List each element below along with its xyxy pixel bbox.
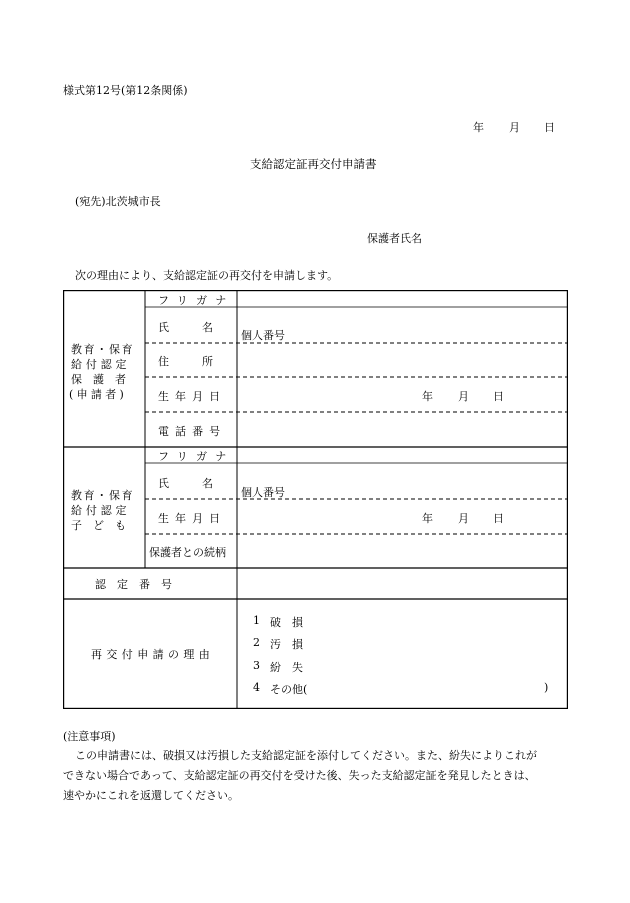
applicant-address-label: 住 所 <box>158 355 213 368</box>
reason-option-2-no: 2 <box>253 636 260 649</box>
addressee: (宛先)北茨城市長 <box>75 195 161 208</box>
applicant-group-line-2: 給付認定 <box>71 358 131 371</box>
reason-option-4-text: その他( <box>270 683 308 696</box>
reason-label: 再交付申請の理由 <box>91 648 215 661</box>
guardian-name-label: 保護者氏名 <box>367 232 422 245</box>
applicant-furigana-label: フリガナ <box>158 294 235 307</box>
reason-option-3-no: 3 <box>253 659 260 672</box>
notes-heading: (注意事項) <box>63 730 116 743</box>
document-title: 支給認定証再交付申請書 <box>250 157 377 171</box>
child-birth-day: 日 <box>493 512 504 525</box>
child-group-line-2: 給付認定 <box>71 504 131 517</box>
reason-other-close-paren: ) <box>544 681 549 694</box>
child-my-number-label: 個人番号 <box>241 486 285 499</box>
applicant-birth-year: 年 <box>422 390 433 403</box>
child-furigana-label: フリガナ <box>158 450 235 463</box>
notes-line-3: 速やかにこれを返還してください。 <box>63 789 239 802</box>
date-day-label: 日 <box>544 121 555 134</box>
child-name-label: 氏 名 <box>158 477 213 490</box>
reason-option-1-text: 破 損 <box>270 616 303 629</box>
notes-line-2: できない場合であって、支給認定証の再交付を受けた後、失った支給認定証を発見したときは、 <box>63 769 536 782</box>
applicant-birthdate-label: 生年月日 <box>158 390 227 403</box>
child-birth-month: 月 <box>458 512 469 525</box>
intro-text: 次の理由により、支給認定証の再交付を申請します。 <box>75 269 339 282</box>
reason-option-4-no: 4 <box>253 681 260 694</box>
cert-number-label: 認 定 番 号 <box>95 578 172 591</box>
application-table <box>63 290 568 709</box>
applicant-birth-month: 月 <box>458 390 469 403</box>
child-birth-year: 年 <box>422 512 433 525</box>
applicant-my-number-label: 個人番号 <box>241 329 285 342</box>
notes-line-1: この申請書には、破損又は汚損した支給認定証を添付してください。また、紛失によりこれが <box>75 749 537 762</box>
child-group-line-1: 教育・保育 <box>71 489 135 502</box>
applicant-name-label: 氏 名 <box>158 321 213 334</box>
reason-option-2-text: 汚 損 <box>270 638 303 651</box>
applicant-phone-label: 電話番号 <box>158 425 227 438</box>
reason-option-1-no: 1 <box>253 614 260 627</box>
reason-option-3-text: 紛 失 <box>270 661 303 674</box>
child-relation-label: 保護者との続柄 <box>149 546 226 559</box>
date-year-label: 年 <box>473 121 484 134</box>
applicant-group-line-4: (申請者) <box>69 388 128 401</box>
child-birthdate-label: 生年月日 <box>158 512 227 525</box>
form-number: 様式第12号(第12条関係) <box>63 84 188 97</box>
applicant-birth-day: 日 <box>493 390 504 403</box>
date-month-label: 月 <box>509 121 520 134</box>
applicant-group-line-3: 保 護 者 <box>71 373 126 386</box>
applicant-group-line-1: 教育・保育 <box>71 343 135 356</box>
child-group-line-3: 子 ど も <box>71 519 126 532</box>
